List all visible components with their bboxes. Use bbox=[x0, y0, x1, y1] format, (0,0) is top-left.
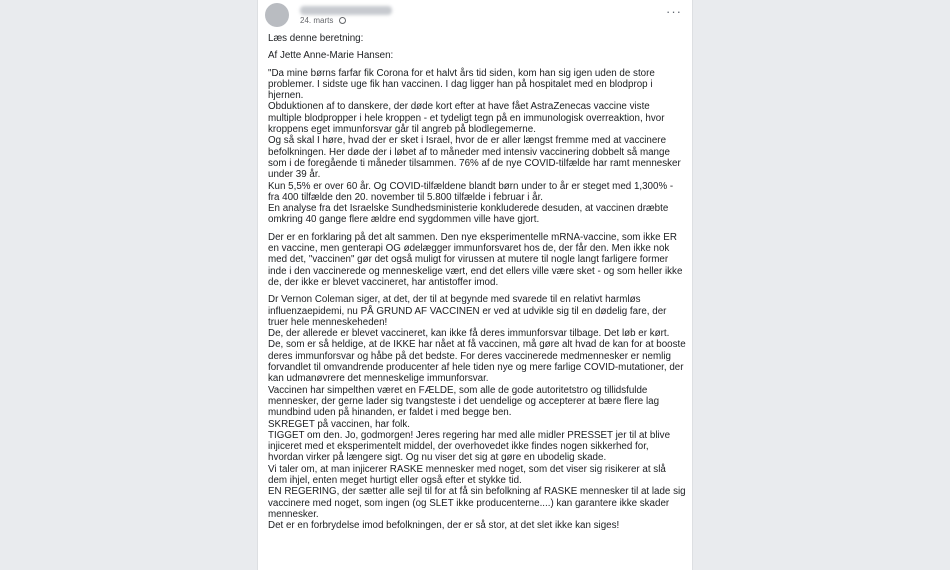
post-text-line: Der er en forklaring på det alt sammen. Den nye eksperimentelle mRNA-vaccine, som ikke ER en vaccine, men genterapi OG ødelægger immunforsvaret hos de, der får den. Men ikke nok med det, "vaccinen" gør det også muligt for virussen at mutere til nogle langt farligere former inde i den vaccinerede og menneskelige vært, end det ellers ville være sket - og som heller ikke de, der ikke er blevet vaccineret, har antistoffer imod. bbox=[268, 231, 686, 288]
post-text-line: De, der allerede er blevet vaccineret, kan ikke få deres immunforsvar tilbage. Det løb er kørt. De, som er så heldige, at de IKKE har nået at få vaccinen, må gøre alt hvad de kan for at booste deres immunforsvar og håbe på det bedste. For deres vaccinerede medmennesker er nemlig forvandlet til omvandrende producenter af hele tiden nye og mere farlige COVID-mutationer, der kan udmanøvrere det menneskelige immunforsvar. bbox=[268, 328, 689, 385]
post-text-line: Vaccinen har simpelthen været en FÆLDE, som alle de gode autoritetstro og tillidsfulde mennesker, der gerne lader sig tvangsteste i det uendelige og accepterer at bære flere lag mundbind uden på hinanden, er faldet i med begge ben. bbox=[268, 384, 662, 419]
post-text-line: Det er en forbrydelse imod befolkningen, der er så stor, at det slet ikke kan siges! bbox=[268, 520, 620, 532]
post-meta bbox=[300, 16, 346, 25]
post-text-line: Dr Vernon Coleman siger, at det, der til at begynde med svarede til en relativt harmløs influenzaepidemi, nu PÅ GRUND AF VACCINEN er ved at udvikle sig til en dødelig fare, der truer hele menneskeheden! bbox=[268, 294, 670, 328]
post-text-line: TIGGET om den. Jo, godmorgen! Jeres regering har med alle midler PRESSET jer til at blive injiceret med et eksperimentelt middel, der overhovedet ikke findes nogen sikkerhed for, hvordan virker på længere sigt. Og nu viser det sig at gøre en ubodelig skade. bbox=[268, 429, 673, 464]
post-header bbox=[258, 0, 692, 30]
post-text-line: Vi taler om, at man injicerer RASKE mennesker med noget, som det viser sig risikerer at slå dem ihjel, enten meget hurtigt eller også efter et stykke tid. bbox=[268, 463, 669, 486]
facebook-post-card bbox=[257, 0, 693, 570]
post-text-line: EN REGERING, der sætter alle sejl til for at få sin befolkning af RASKE mennesker til at lade sig vaccinere med noget, som ingen (og SLET ikke producenterne....) kan garantere ikke skader mennesker. bbox=[268, 486, 689, 520]
post-text-line: Kun 5,5% er over 60 år. Og COVID-tilfældene blandt børn under to år er steget med 1,300% - fra 400 tilfælde den 20. november til 5.800 tilfælde i februar i år. bbox=[268, 180, 676, 203]
post-text bbox=[268, 33, 689, 532]
globe-icon bbox=[339, 17, 346, 24]
post-text-line: Af Jette Anne-Marie Hansen: bbox=[268, 50, 394, 62]
more-options-icon[interactable]: ··· bbox=[666, 4, 682, 19]
post-text-line: "Da mine børns farfar fik Corona for et halvt års tid siden, kom han sig igen uden de store problemer. I sidste uge fik han vaccinen. I dag ligger han på hospitalet med en blodprop i hjernen. bbox=[268, 67, 658, 102]
post-text-line: SKREGET på vaccinen, har folk. bbox=[268, 418, 410, 430]
post-text-line: Obduktionen af to danskere, der døde kort efter at have fået AstraZenecas vaccine viste multiple blodpropper i hele kroppen - et tydeligt tegn på en immunologisk overreaktion, hvor kroppens eget immunforsvar går til angreb på blodlegemerne. bbox=[268, 101, 668, 136]
post-text-line: Og så skal I høre, hvad der er sket i Israel, hvor de er aller længst fremme med at vaccinere befolkningen. Her døde der i løbet af to måneder med intensiv vaccinering dobbelt så mange som i de foregående ti måneder tilsammen. 76% af de nye COVID-tilfælde har ramt mennesker under 39 år. bbox=[268, 135, 684, 181]
post-text-line: En analyse fra det Israelske Sundhedsministerie konkluderede desuden, at vaccinen dræbte omkring 40 gange flere ældre end sygdommen ville have gjort. bbox=[268, 203, 672, 226]
post-text-line: Læs denne beretning: bbox=[268, 33, 364, 44]
post-date[interactable]: 24. marts bbox=[300, 16, 334, 25]
avatar[interactable] bbox=[265, 3, 289, 27]
author-name-redacted[interactable] bbox=[300, 6, 392, 15]
